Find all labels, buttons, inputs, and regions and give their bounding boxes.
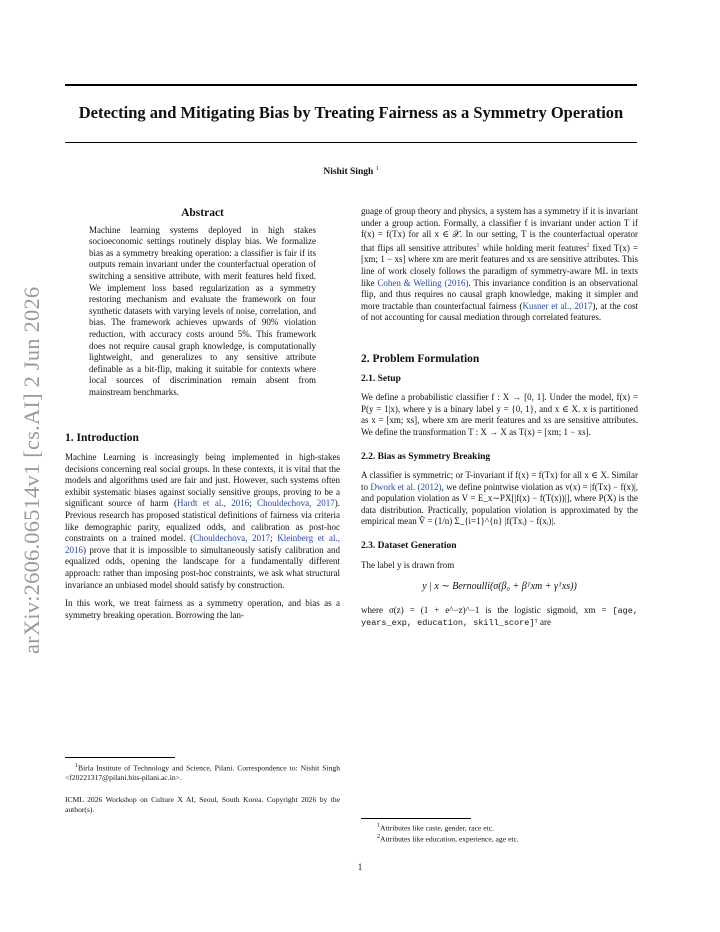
- footnotes-right: [361, 822, 638, 844]
- page-number: 1: [357, 862, 363, 872]
- intro-paragraph-1: Machine Learning is increasingly being implemented in high-stakes decisions concerning real social groups. In these contexts, it is vital that the models and algorithms used are fair and just. However, such systems often exhibit systematic biases against socially sensitive groups, proving to be a significant source of harm (Hardt et al., 2016; Chouldechova, 2017). Previous research has proposed statistical definitions of fairness via criteria like demographic parity, equalized odds, and calibration as post-hoc constraints on a trained model. (Chouldechova, 2017; Kleinberg et al., 2016) prove that it is impossible to simultaneously satisfy calibration and equalized odds, opening the landscape for a fundamentally different approach: rather than imposing post-hoc constraints, we ask what structural invariance an unbiased model should satisfy by construction.: [65, 452, 341, 590]
- footnote-rule-right: [361, 818, 471, 819]
- subsection-heading-bias: 2.2. Bias as Symmetry Breaking: [361, 451, 491, 462]
- citation-link[interactable]: Chouldechova, 2017: [193, 533, 271, 544]
- title-rule-bottom: [65, 142, 637, 143]
- venue-footnote: ICML 2026 Workshop on Culture X AI, Seoul, South Korea. Copyright 2026 by the author(s).: [65, 795, 340, 814]
- abstract-heading: Abstract: [181, 207, 224, 219]
- abstract-body: Machine learning systems deployed in high stakes socioeconomic settings routinely display bias. We formalize bias as a symmetry breaking operation: a classifier is fair if its outputs remain invariant under the counterfactual operation of switching a sensitive attribute, with merit features held fixed. We implement loss based regularization as a symmetry restoring mechanism and evaluate the framework on four synthetic datasets with varying levels of noise, correlation, and bias. The framework achieves upwards of 90% violation reduction, with accuracy costs around 5%. This framework does not require causal graph knowledge, is computationally lightweight, and generalizes to any sensitive attribute definable as a bit-flip, making it suitable for contexts where local sources of discrimination remain absent from mainstream benchmarks.: [89, 224, 316, 397]
- footnote-2: $^2$Attributes like education, experience, age etc.: [377, 834, 519, 844]
- dataset-paragraph: where σ(z) = (1 + e^−z)^−1 is the logistic sigmoid, xm = [age, years_exp, education, skill_score]ᵀ are: [361, 604, 638, 629]
- subsection-heading-dataset: 2.3. Dataset Generation: [361, 541, 457, 552]
- section-heading-problem-formulation: 2. Problem Formulation: [361, 352, 480, 365]
- citation-link[interactable]: Cohen & Welling (2016): [377, 277, 469, 288]
- affiliation-footnote: $^1$Birla Institute of Technology and Science, Pilani. Correspondence to: Nishit Singh <f20221317@pilani.bits-pilani.ac.in>.: [65, 763, 340, 783]
- author-affil-mark: 1: [375, 166, 379, 172]
- setup-paragraph: We define a probabilistic classifier f : X → [0, 1]. Under the model, f(x) = P(y = 1|x), where y is a binary label y = {0, 1}, and x ∈ X. x is partitioned as x = [xm; xs], where xm are merit features and xs are sensitive attributes. We define the transformation T : X → X as T(x) = [xm; 1 − xs].: [361, 392, 638, 437]
- author-line: [65, 166, 637, 177]
- label-equation: y | x ∼ Bernoulli(σ(β₀ + βᵀxm + γᵀxs)): [422, 581, 577, 593]
- footnote-1: $^1$Attributes like caste, gender, race etc.: [377, 823, 494, 833]
- right-column: [361, 206, 638, 630]
- left-column: [65, 208, 340, 621]
- title-rule-top: [65, 84, 637, 86]
- citation-link[interactable]: Chouldechova, 2017: [257, 498, 335, 509]
- citation-link[interactable]: Kleinberg et al., 2016: [65, 533, 340, 555]
- citation-link[interactable]: Kusner et al., 2017: [522, 300, 593, 311]
- right-paragraph-1: guage of group theory and physics, a system has a symmetry if it is invariant under a group action. Formally, a classifier f is invariant under action T if f(x) = f(Tx) for all x ∈ 𝒳. In our setting, T is the counterfactual operator that flips all sensitive attributes$^1$ while holding merit features$^2$ fixed T(x) = [xm; 1 − xs] where xm are merit features and xs are sensitive attributes. This line of work closely follows the paradigm of symmetry-aware ML in texts like Cohen & Welling (2016). This invariance condition is an observational flip, and thus requires no causal graph knowledge, making it simpler and more tractable than counterfactual fairness (Kusner et al., 2017), at the cost of not accounting for causal mediation through correlated features.: [361, 206, 639, 323]
- bias-paragraph: A classifier is symmetric; or T-invariant if f(x) = f(Tx) for all x ∈ X. Similar to Dwork et al. (2012), we define pointwise violation as v(x) = |f(Tx) − f(x)|, and population violation as V = E_x∼PX[|f(x) − f(T(x))|], where P(X) is the data distribution. Practically, population violation is approximated by the empirical mean V̂ = (1/n) Σ_{i=1}^{n} |f(Txᵢ) − f(xᵢ)|.: [361, 470, 638, 527]
- paper-title: Detecting and Mitigating Bias by Treating Fairness as a Symmetry Operation: [78, 103, 624, 122]
- footnote-ref[interactable]: 1: [476, 242, 480, 249]
- dataset-intro-text: The label y is drawn from: [361, 559, 455, 570]
- subsection-heading-setup: 2.1. Setup: [361, 373, 401, 384]
- footnote-ref[interactable]: 2: [586, 242, 590, 249]
- arxiv-stamp: arXiv:2606.06514v1 [cs.AI] 2 Jun 2026: [19, 286, 44, 654]
- citation-link[interactable]: Dwork et al. (2012): [370, 481, 442, 492]
- author-name: Nishit Singh: [323, 167, 374, 178]
- section-heading-introduction: 1. Introduction: [65, 431, 139, 444]
- intro-paragraph-2: In this work, we treat fairness as a symmetry operation, and bias as a symmetry breaking operation. Borrowing the lan-: [65, 598, 340, 620]
- citation-link[interactable]: Hardt et al., 2016: [177, 498, 250, 509]
- footnote-rule-left: [65, 757, 175, 758]
